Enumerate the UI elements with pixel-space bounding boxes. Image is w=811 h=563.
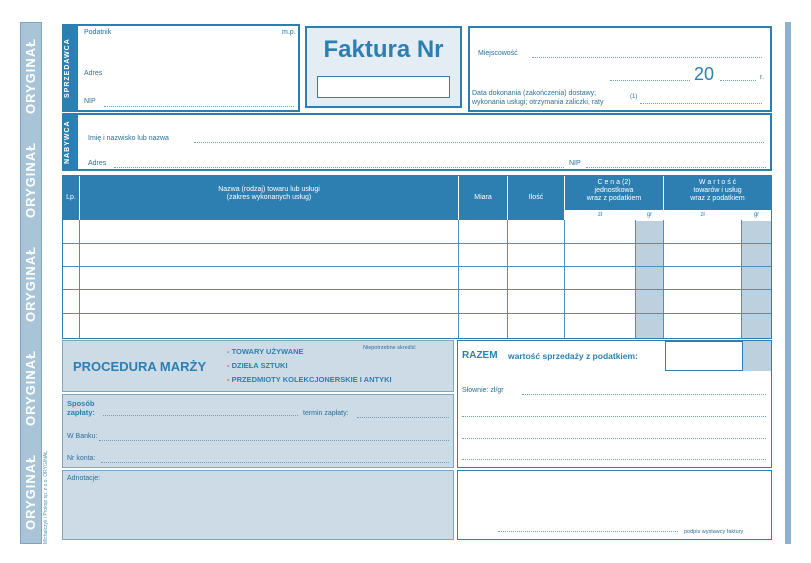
total-box <box>457 340 772 468</box>
year-prefix: 20 <box>694 64 715 84</box>
wartosc-gr-shade <box>742 221 771 338</box>
year-suffix: r. <box>760 74 764 81</box>
buyer-nip-label: NIP <box>569 160 581 167</box>
seller-podatnik-label: Podatnik <box>84 29 112 36</box>
buyer-adres-label: Adres <box>88 160 107 167</box>
strip-label: ORYGINAŁ <box>23 453 38 531</box>
seller-adres-label: Adres <box>84 70 103 77</box>
cena-gr-shade <box>636 221 663 338</box>
margin-title: PROCEDURA MARŻY <box>73 359 207 374</box>
seller-nip-field[interactable] <box>104 106 294 107</box>
account-label: Nr konta: <box>67 455 96 462</box>
margin-procedure-panel <box>62 340 454 392</box>
delivery-date-label2: wykonania usługi; otrzymania zaliczki, raty <box>472 99 604 106</box>
account-field[interactable] <box>101 462 449 463</box>
col-wartosc-label: W a r t o ś ć <box>698 179 737 186</box>
signature-box <box>457 470 772 540</box>
bank-field[interactable] <box>99 440 449 441</box>
original-strip <box>20 22 42 544</box>
fine-print: Michalczyk i Prokop sp. z o.o. ORYGINAŁ <box>43 451 49 544</box>
wartosc-zl: zł <box>664 211 741 220</box>
col-cena-label: C e n a <box>597 179 621 186</box>
seller-band: SPRZEDAWCA <box>64 26 78 110</box>
table-row[interactable] <box>63 266 771 267</box>
strip-label: ORYGINAŁ <box>23 37 38 115</box>
buyer-band: NABYWCA <box>64 115 78 169</box>
seller-nip-label: NIP <box>84 98 96 105</box>
in-words-field-2[interactable] <box>462 416 766 417</box>
total-gr-field[interactable] <box>743 341 771 371</box>
invoice-title: Faktura Nr <box>323 36 444 63</box>
signature-field[interactable] <box>498 531 678 532</box>
buyer-box <box>62 113 772 171</box>
col-nazwa-label: Nazwa (rodzaj) towaru lub usługi <box>218 186 320 193</box>
total-razem: RAZEM <box>462 350 498 361</box>
notes-panel <box>62 470 454 540</box>
table-row[interactable] <box>63 243 771 244</box>
payment-method-label2: zapłaty: <box>67 408 95 417</box>
col-lp: Lp. <box>63 176 79 220</box>
date-field[interactable] <box>610 80 690 81</box>
col-wartosc-sub: towarów i usług <box>693 187 742 194</box>
strip-label: ORYGINAŁ <box>23 141 38 219</box>
buyer-nip-field[interactable] <box>586 167 766 168</box>
buyer-name-field[interactable] <box>194 142 764 143</box>
wartosc-gr: gr <box>742 211 771 220</box>
in-words-field-4[interactable] <box>462 459 766 460</box>
col-cena-sub: jednostkowa <box>594 187 634 194</box>
cena-gr: gr <box>636 211 663 220</box>
year-field[interactable] <box>720 80 756 81</box>
table-row[interactable] <box>63 313 771 314</box>
invoice-number-field[interactable] <box>317 76 450 98</box>
in-words-field[interactable] <box>522 394 766 395</box>
total-label: wartość sprzedaży z podatkiem: <box>508 351 638 361</box>
col-ilosc: Ilość <box>508 176 564 220</box>
miejscowosc-field[interactable] <box>532 57 762 58</box>
bank-label: W Banku: <box>67 433 98 440</box>
delivery-date-label: Data dokonania (zakończenia) dostawy; <box>472 90 597 97</box>
items-table <box>62 175 772 339</box>
miejscowosc-label: Miejscowość <box>478 50 518 57</box>
buyer-adres-field[interactable] <box>114 167 564 168</box>
payment-term-field[interactable] <box>357 417 449 418</box>
col-wartosc-sub2: wraz z podatkiem <box>690 195 745 202</box>
buyer-name-label: Imię i nazwisko lub nazwa <box>88 135 169 142</box>
payment-method-field[interactable] <box>103 415 298 416</box>
seller-mp-label: m.p. <box>282 29 296 36</box>
footnote-1: (1) <box>630 94 638 100</box>
margin-item[interactable]: - PRZEDMIOTY KOLEKCJONERSKIE I ANTYKI <box>227 375 392 384</box>
col-nazwa <box>80 176 458 220</box>
right-edge-bar <box>785 22 791 544</box>
footnote-2: (2) <box>621 179 631 186</box>
payment-term-label: termin zapłaty: <box>303 410 349 417</box>
strip-label: ORYGINAŁ <box>23 349 38 427</box>
margin-item[interactable]: - DZIEŁA SZTUKI <box>227 361 288 370</box>
signature-label: podpis wystawcy faktury <box>684 529 744 535</box>
place-date-box <box>468 26 772 112</box>
margin-note: Niepotrzebne skreślić <box>363 345 416 351</box>
payment-method-label: Sposób <box>67 399 95 408</box>
margin-item[interactable]: - TOWARY UŻYWANE <box>227 347 304 356</box>
notes-label: Adnotacje: <box>67 475 101 482</box>
col-miara: Miara <box>459 176 507 220</box>
col-cena <box>565 176 663 210</box>
cena-zl: zł <box>565 211 635 220</box>
total-zl-field[interactable] <box>665 341 743 371</box>
in-words-field-3[interactable] <box>462 438 766 439</box>
title-box <box>305 26 462 108</box>
seller-box <box>62 24 300 112</box>
table-row[interactable] <box>63 289 771 290</box>
payment-panel <box>62 394 454 468</box>
strip-label: ORYGINAŁ <box>23 245 38 323</box>
col-wartosc <box>664 176 771 210</box>
col-cena-sub2: wraz z podatkiem <box>586 195 642 202</box>
col-nazwa-sub: (zakres wykonanych usług) <box>226 194 312 201</box>
delivery-date-field[interactable] <box>640 103 762 104</box>
in-words-label: Słownie: zł/gr <box>462 387 504 394</box>
